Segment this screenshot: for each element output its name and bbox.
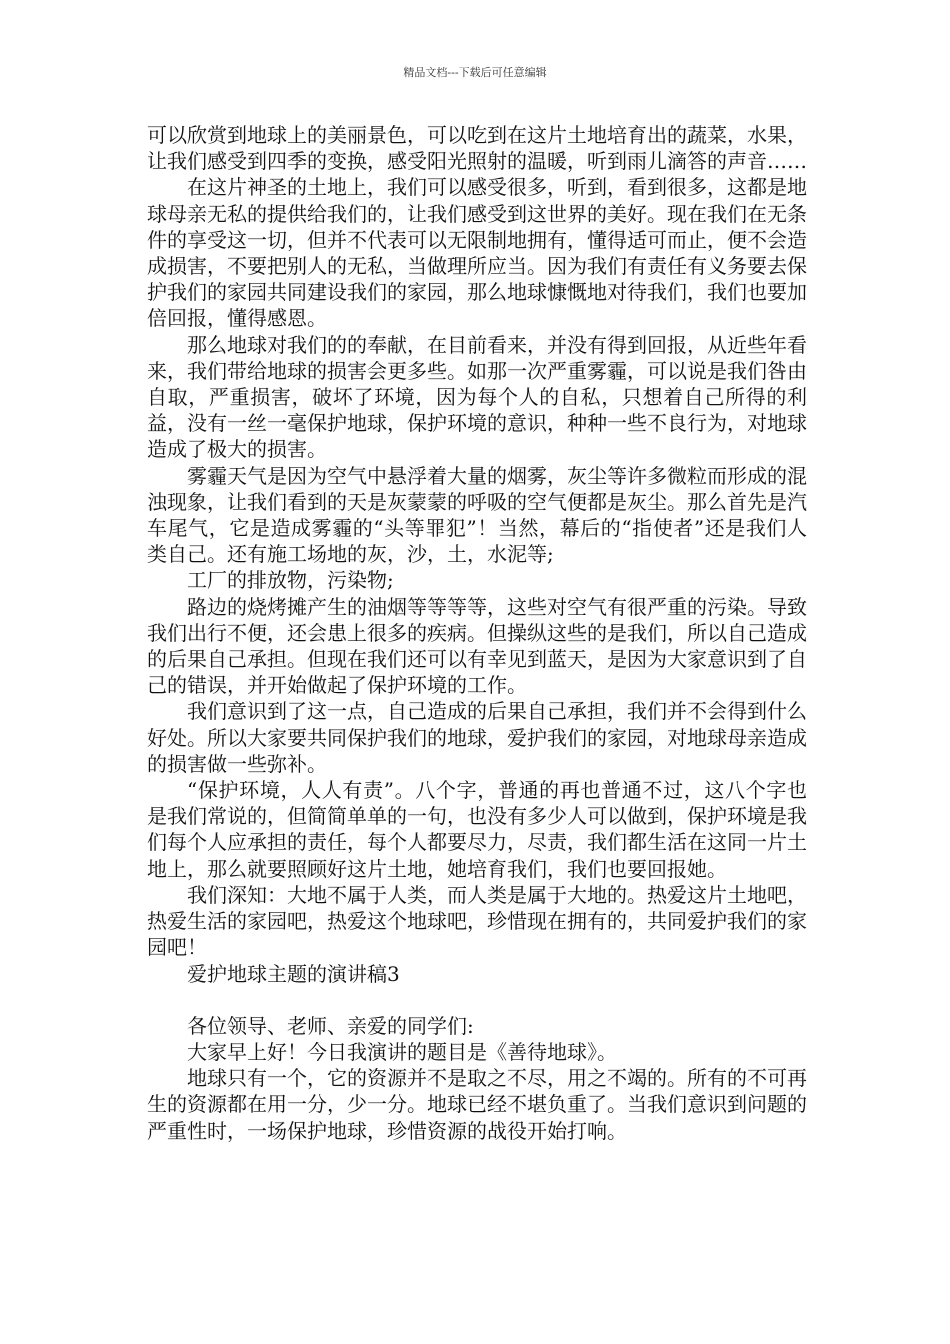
- paragraph-8: “保护环境，人人有责”。八个字，普通的再也普通不过，这八个字也是我们常说的，但简简单单的一句，也没有多少人可以做到，保护环境是我们每个人应承担的责任，每个人都要尽力，尽责，我们都生活在这同一片土地上，那么就要照顾好这片土地，她培育我们，我们也要回报她。: [147, 778, 807, 881]
- paragraph-1: 可以欣赏到地球上的美丽景色，可以吃到在这片土地培育出的蔬菜，水果，让我们感受到四季的变换，感受阳光照射的温暖，听到雨儿滴答的声音……: [147, 123, 807, 174]
- page-header: 精品文档---下载后可任意编辑: [403, 66, 547, 79]
- paragraph-10: 地球只有一个，它的资源并不是取之不尽，用之不竭的。所有的不可再生的资源都在用一分，少一分。地球已经不堪负重了。当我们意识到问题的严重性时，一场保护地球，珍惜资源的战役开始打响。: [147, 1066, 807, 1143]
- paragraph-3: 那么地球对我们的的奉献，在目前看来，并没有得到回报，从近些年看来，我们带给地球的损害会更多些。如那一次严重雾霾，可以说是我们咎由自取，严重损害，破坏了环境，因为每个人的自私，只想着自己所得的利益，没有一丝一毫保护地球，保护环境的意识，种种一些不良行为，对地球造成了极大的损害。: [147, 332, 807, 462]
- paragraph-opening: 大家早上好！今日我演讲的题目是《善待地球》。: [187, 1039, 617, 1064]
- paragraph-6: 路边的烧烤摊产生的油烟等等等等，这些对空气有很严重的污染。导致我们出行不便，还会患上很多的疾病。但操纵这些的是我们，所以自己造成的后果自己承担。但现在我们还可以有幸见到蓝天，是因为大家意识到了自己的错误，并开始做起了保护环境的工作。: [147, 594, 807, 698]
- section-heading: 爱护地球主题的演讲稿3: [187, 961, 400, 986]
- paragraph-9: 我们深知：大地不属于人类，而人类是属于大地的。热爱这片土地吧，热爱生活的家园吧，热爱这个地球吧，珍惜现在拥有的，共同爱护我们的家园吧！: [147, 882, 807, 960]
- document-body: [147, 122, 807, 1144]
- paragraph-5: 工厂的排放物，污染物;: [187, 568, 394, 593]
- paragraph-greeting: 各位领导、老师、亲爱的同学们:: [187, 1013, 474, 1038]
- paragraph-7: 我们意识到了这一点，自己造成的后果自己承担，我们并不会得到什么好处。所以大家要共同保护我们的地球，爱护我们的家园，对地球母亲造成的损害做一些弥补。: [147, 699, 807, 776]
- paragraph-2: 在这片神圣的土地上，我们可以感受很多，听到，看到很多，这都是地球母亲无私的提供给我们的，让我们感受到这世界的美好。现在我们在无条件的享受这一切，但并不代表可以无限制地拥有，懂得适可而止，便不会造成损害，不要把别人的无私，当做理所应当。因为我们有责任有义务要去保护我们的家园共同建设我们的家园，那么地球慷慨地对待我们，我们也要加倍回报，懂得感恩。: [147, 175, 807, 331]
- paragraph-4: 雾霾天气是因为空气中悬浮着大量的烟雾，灰尘等许多微粒而形成的混浊现象，让我们看到的天是灰蒙蒙的呼吸的空气便都是灰尘。那么首先是汽车尾气，它是造成雾霾的“头等罪犯”！当然，幕后的“指使者”还是我们人类自己。还有施工场地的灰，沙，土，水泥等;: [147, 463, 807, 567]
